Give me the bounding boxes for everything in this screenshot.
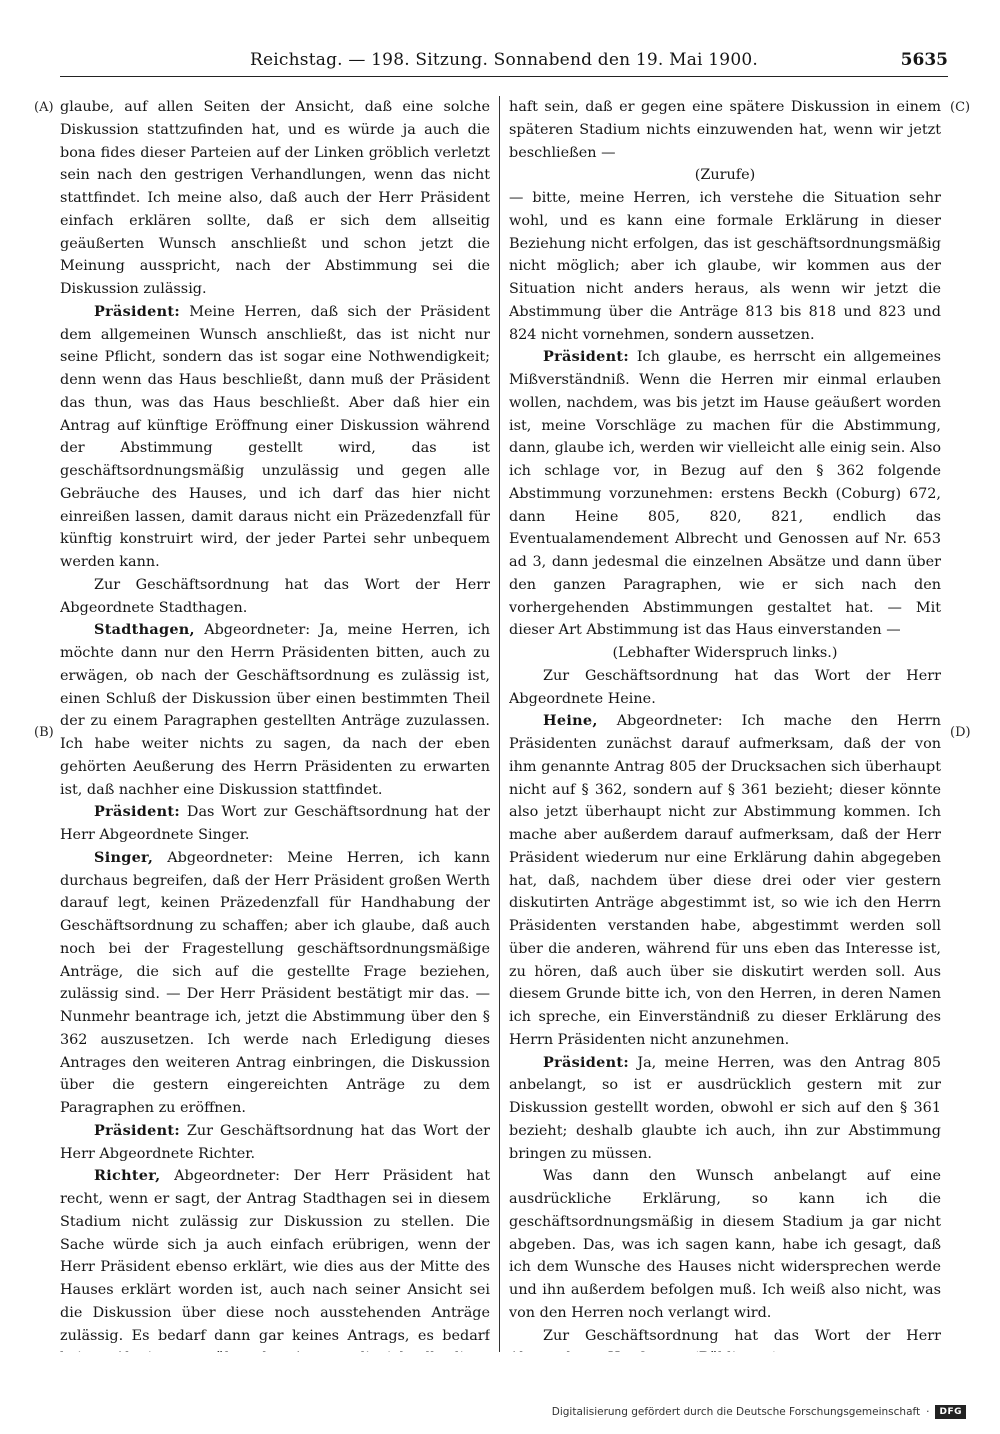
speaker-name: Heine, (543, 712, 598, 730)
left-column (60, 96, 490, 1352)
paragraph (509, 164, 941, 187)
paragraph-text: Abgeordneter: Meine Herren, ich kann durchaus begreifen, daß der Herr Präsident großen Werth darauf legt, keinen Präzedenzfall für Handhabung der Geschäftsordnung zu schaffen; aber ich glaube, daß auch noch bei der Fragestellung geschäftsordnungsmäßige Anträge, die sich auf die gestellte Frage beziehen, zulässig sind. — Der Herr Präsident bestätigt mir das. — Nunmehr beantrage ich, jetzt die Abstimmung über den § 362 auszusetzen. Ich werde nach Erledigung dieses Antrages den weiteren Antrag einbringen, die Diskussion über die gestern eingereichten Anträge zu dem Paragraphen zu eröffnen. (60, 849, 490, 1116)
paragraph (509, 1165, 941, 1324)
margin-marker-c: (C) (950, 100, 971, 115)
paragraph (509, 1325, 941, 1353)
paragraph (509, 96, 941, 164)
footer-text: Digitalisierung gefördert durch die Deutsche Forschungsgemeinschaft (551, 1406, 921, 1418)
paragraph-text: Was dann den Wunsch anbelangt auf eine ausdrückliche Erklärung, so kann ich die geschäftsordnungsmäßig in diesem Stadium ja gar nicht abgeben. Das, was ich sagen kann, habe ich gesagt, daß ich dem Wunsche des Hauses nicht widersprechen werde und ihn außerdem befolgen muß. Ich weiß also nicht, was von den Herren noch verlangt wird. (509, 1168, 941, 1321)
paragraph (60, 301, 490, 574)
paragraph (60, 1120, 490, 1166)
speaker-name: Präsident: (94, 803, 180, 821)
page-header-title: Reichstag. — 198. Sitzung. Sonnabend den 19. Mai 1900. (250, 50, 758, 70)
paragraph (509, 1052, 941, 1166)
footer: Digitalisierung gefördert durch die Deutsche Forschungsgemeinschaft · DFG (552, 1402, 966, 1422)
paragraph-text: — bitte, meine Herren, ich verstehe die Situation sehr wohl, und es kann eine formale Erklärung in dieser Beziehung nicht erfolgen, das ist geschäftsordnungsmäßig nicht möglich; aber ich glaube, wir kommen aus der Situation nicht anders heraus, als wenn wir jetzt die Abstimmung über die Anträge 813 bis 818 und 823 und 824 nicht vornehmen, sondern aussetzen. (509, 190, 941, 343)
paragraph-text: Ich glaube, es herrscht ein allgemeines Mißverständniß. Wenn die Herren mir einmal erlauben wollen, nachdem, was bis jetzt im Hause geäußert worden ist, meine Vorschläge zu machen für die Abstimmung, dann, glaube ich, werden wir vielleicht alle einig sein. Also ich schlage vor, in Bezug auf den § 362 folgende Abstimmung vorzunehmen: erstens Beckh (Coburg) 672, dann Heine 805, 820, 821, endlich das Eventualamendement Albrecht und Genossen auf Nr. 653 ad 3, dann jedesmal die einzelnen Absätze und dann über den ganzen Paragraphen, wie er sich nach den vorhergehenden Abstimmungen gestaltet hat. — Mit dieser Art Abstimmung ist das Haus einverstanden — (509, 349, 941, 639)
paragraph-text: Das Wort zur Geschäftsordnung hat der Herr Abgeordnete Singer. (60, 804, 490, 843)
paragraph (60, 801, 490, 847)
paragraph (60, 96, 490, 301)
paragraph-text: (Zurufe) (694, 167, 756, 184)
speaker-name: Präsident: (543, 348, 629, 366)
paragraph-text: Ja, meine Herren, was den Antrag 805 anbelangt, so ist er ausdrücklich gestern mit zur Diskussion gestellt worden, obwohl er sich auf den § 361 bezieht; deshalb glaubte ich auch, ihn zur Abstimmung bringen zu müssen. (509, 1054, 941, 1162)
speaker-name: Stadthagen, (94, 621, 195, 639)
page-number: 5635 (900, 50, 948, 70)
paragraph-text: Abgeordneter: Ich mache den Herrn Präsidenten zunächst darauf aufmerksam, daß der von ihm genannte Antrag 805 der Drucksachen sich überhaupt nicht auf § 362, sondern auf § 361 bezieht; dieser könnte also jetzt überhaupt nicht zur Abstimmung kommen. Ich mache aber außerdem darauf aufmerksam, daß der Herr Präsident wiederum nur eine Erklärung dahin abgegeben hat, daß, nachdem über diese drei oder vier gestern diskutirten Anträge abgestimmt ist, so wie ich den Herrn Präsidenten verstanden habe, abgestimmt werden soll über die anderen, während für uns eben das Interesse ist, zu hören, daß auch über sie diskutirt werden soll. Aus diesem Grunde bitte ich, von den Herren, in deren Namen ich spreche, ein Einverständniß zu dieser Erklärung des Herrn Präsidenten nicht anzunehmen. (509, 713, 941, 1048)
paragraph-text: (Lebhafter Widerspruch links.) (612, 645, 838, 661)
speaker-name: Präsident: (94, 1121, 180, 1139)
paragraph (509, 710, 941, 1051)
paragraph-text: haft sein, daß er gegen eine spätere Diskussion in einem späteren Stadium nichts einzuwenden hat, wenn wir jetzt beschließen — (509, 99, 941, 161)
right-column (509, 96, 941, 1352)
speaker-name: Richter, (94, 1167, 161, 1185)
paragraph-text: Zur Geschäftsordnung hat das Wort der Herr Abgeordnete Richter. (60, 1122, 490, 1162)
column-divider (499, 96, 500, 1352)
paragraph (509, 187, 941, 346)
speaker-name: Singer, (94, 848, 154, 866)
speaker-name: Präsident: (94, 302, 180, 320)
paragraph-text: Zur Geschäftsordnung hat das Wort der Herr Abgeordnete Stadthagen. (60, 576, 490, 616)
paragraph (509, 665, 941, 711)
margin-marker-b: (B) (34, 725, 54, 740)
paragraph-text: glaube, auf allen Seiten der Ansicht, daß eine solche Diskussion stattzufinden hat, und es würde ja auch die bona fides dieser Parteien auf der Linken gröblich verletzt sein nach den gestrigen Verhandlungen, wenn das nicht stattfindet. Ich meine also, daß auch der Herr Präsident einfach erklären sollte, daß er sich dem allseitig geäußerten Wunsch anschließt und schon jetzt die Meinung ausspricht, nach der Abstimmung sei die Diskussion zulässig. (60, 99, 490, 297)
paragraph (509, 642, 941, 665)
paragraph (60, 1165, 490, 1352)
speaker-name: Präsident: (543, 1053, 629, 1071)
paragraph (509, 346, 941, 642)
paragraph-text: Abgeordneter: Ja, meine Herren, ich möchte dann nur den Herrn Präsidenten bitten, auch zu erwägen, ob nach der Geschäftsordnung es zulässig ist, einen Schluß der Diskussion über einen bestimmten Theil der zu einem Paragraphen gestellten Anträge zuzulassen. Ich habe weiter nichts zu sagen, da nach der eben gehörten Aeußerung des Herrn Präsidenten zu erwarten ist, daß nachher eine Diskussion stattfindet. (60, 622, 490, 798)
paragraph (60, 619, 490, 801)
margin-marker-d: (D) (950, 725, 971, 740)
page-header (60, 50, 948, 77)
paragraph-text: Zur Geschäftsordnung hat das Wort der Herr (543, 1327, 941, 1344)
dfg-logo: DFG (935, 1405, 966, 1419)
paragraph-text: Meine Herren, daß sich der Präsident dem allgemeinen Wunsch anschließt, das ist nicht nur seine Pflicht, sondern das ist sogar eine Nothwendigkeit; denn wenn das Haus beschließt, dann muß der Präsident das thun, was das Haus beschließt. Aber daß hier ein Antrag auf künftige Eröffnung einer Diskussion während der Abstimmung gestellt wird, das ist geschäftsordnungsmäßig unzulässig und gegen alle Gebräuche des Hauses, und ich darf das hier nicht einreißen lassen, damit daraus nicht ein Präzedenzfall für künftig konstruirt wird, der jeder Partei sehr unbequem werden kann. (60, 303, 490, 570)
paragraph (60, 574, 490, 620)
paragraph (60, 847, 490, 1120)
paragraph-text: Zur Geschäftsordnung hat das Wort der Herr Abgeordnete Heine. (509, 667, 941, 707)
paragraph-text: Abgeordneter: Der Herr Präsident hat recht, wenn er sagt, der Antrag Stadthagen sei in diesem Stadium nicht zulässig zur Diskussion zu stellen. Die Sache würde sich ja auch einfach erübrigen, wenn der Herr Präsident ebenso erklärt, wie dies aus der Mitte des Hauses erklärt worden ist, auch nach seiner Ansicht sei die Diskussion über diese noch ausstehenden Anträge zulässig. Es bedarf dann gar keines Antrags, es bedarf (60, 1168, 490, 1344)
margin-marker-a: (A) (34, 100, 54, 115)
